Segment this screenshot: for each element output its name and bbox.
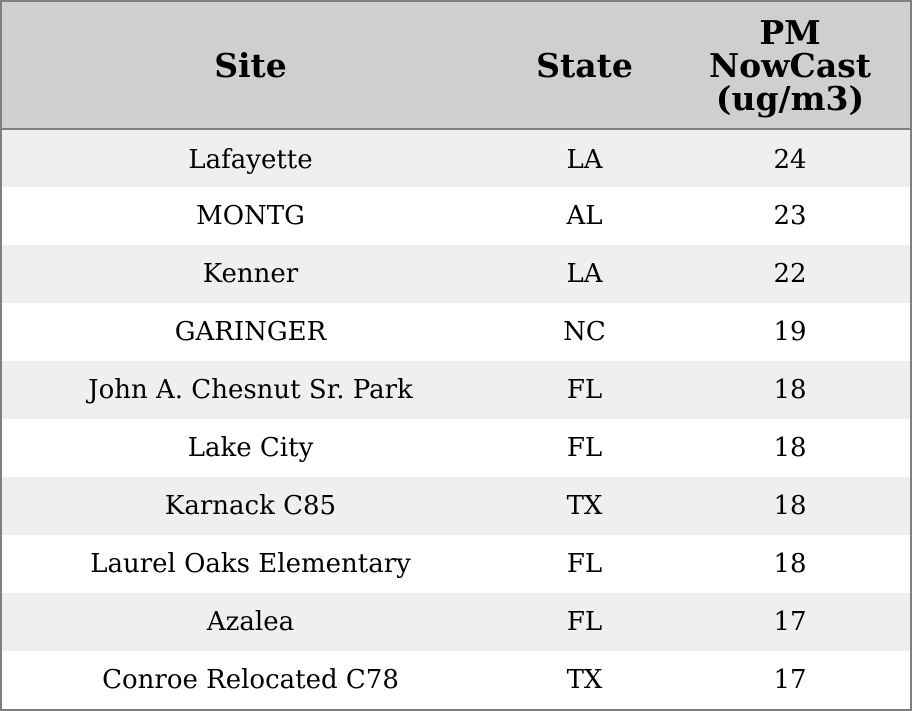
cell-site: MONTG	[196, 201, 305, 231]
cell-pm-nowcast: 19	[773, 317, 807, 347]
table-row	[2, 535, 910, 593]
cell-site: Laurel Oaks Elementary	[90, 549, 411, 579]
cell-pm-nowcast: 22	[773, 259, 807, 289]
cell-state: FL	[566, 549, 603, 579]
cell-pm-nowcast: 17	[773, 607, 807, 637]
cell-pm-nowcast: 23	[773, 201, 807, 231]
header-pm-line-2: NowCast	[708, 45, 872, 85]
table-row	[2, 187, 910, 245]
table-row	[2, 419, 910, 477]
cell-site: John A. Chesnut Sr. Park	[88, 375, 413, 405]
table-row	[2, 477, 910, 535]
cell-state: NC	[563, 317, 606, 347]
cell-state: LA	[566, 259, 603, 289]
header-state	[499, 2, 670, 129]
table-row	[2, 303, 910, 361]
cell-pm-nowcast: 18	[773, 491, 807, 521]
cell-state: LA	[566, 144, 603, 175]
table-header	[2, 2, 910, 129]
cell-site: Azalea	[206, 607, 295, 637]
cell-state: TX	[566, 665, 603, 695]
cell-site: Karnack C85	[164, 491, 337, 521]
header-row	[2, 2, 910, 129]
header-pm-line-1: PM	[759, 12, 821, 52]
table-row	[2, 361, 910, 419]
cell-pm-nowcast: 18	[773, 375, 807, 405]
cell-state: FL	[566, 375, 603, 405]
cell-pm-nowcast: 24	[773, 144, 807, 175]
cell-pm-nowcast: 17	[773, 665, 807, 695]
cell-site: Kenner	[202, 259, 299, 289]
cell-pm-nowcast: 18	[773, 433, 807, 463]
cell-site: GARINGER	[174, 317, 327, 347]
header-state-label: State	[536, 45, 633, 85]
header-site-label: Site	[214, 45, 287, 85]
cell-state: TX	[566, 491, 603, 521]
table-row	[2, 245, 910, 303]
cell-site: Lafayette	[188, 144, 313, 175]
table-row	[2, 129, 910, 187]
cell-pm-nowcast: 18	[773, 549, 807, 579]
cell-site: Lake City	[187, 433, 314, 463]
cell-state: FL	[566, 607, 603, 637]
header-pm-nowcast	[670, 2, 910, 129]
header-pm-line-3: (ug/m3)	[715, 78, 865, 118]
table-row	[2, 651, 910, 709]
pm-nowcast-table	[2, 2, 910, 709]
cell-state: FL	[566, 433, 603, 463]
header-site	[2, 2, 499, 129]
cell-site: Conroe Relocated C78	[102, 665, 399, 695]
cell-state: AL	[566, 201, 603, 231]
table-row	[2, 593, 910, 651]
table-body	[2, 129, 910, 709]
